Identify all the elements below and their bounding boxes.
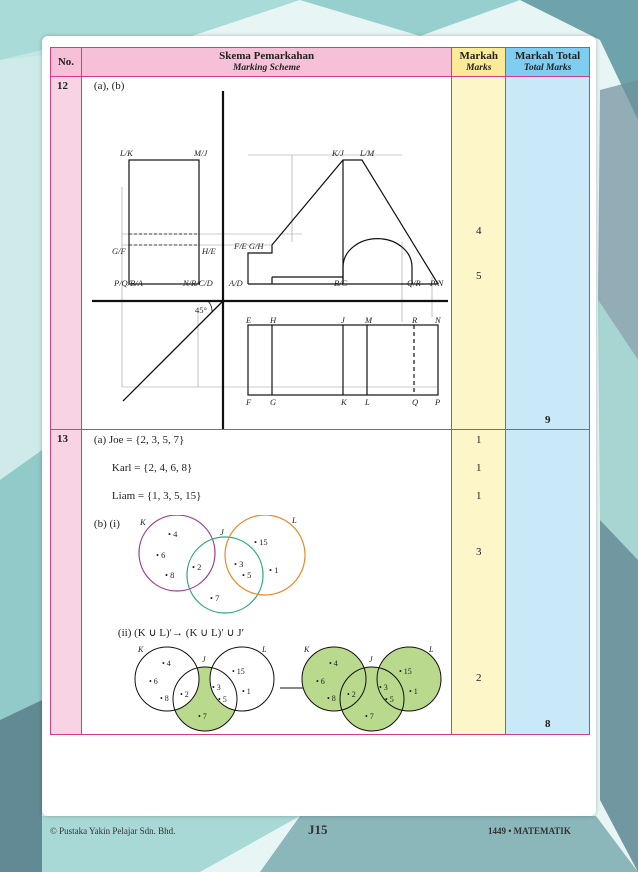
label-fe-gh: F/E G/H <box>233 241 264 251</box>
marking-scheme-table <box>50 47 590 735</box>
venn-i-5: • 5 <box>241 570 252 580</box>
venn-i-1: • 1 <box>268 565 279 575</box>
venn-i-k: K <box>139 517 146 527</box>
venn-ii-right-l: L <box>428 645 434 654</box>
venn-i-8: • 8 <box>164 570 175 580</box>
venn-ii-left-1: • 1 <box>241 687 251 696</box>
header-total: Markah Total Total Marks <box>506 48 590 77</box>
label-h: H <box>269 315 277 325</box>
venn-ii-left-j: J <box>201 655 206 664</box>
venn-ii-left-15: • 15 <box>231 667 245 676</box>
footer-subject: 1449 • MATEMATIK <box>488 826 571 836</box>
q12-number: 12 <box>57 80 68 92</box>
venn-ii-right-k: K <box>303 645 310 654</box>
venn-ii-right-3: • 3 <box>378 683 388 692</box>
label-f: F <box>245 397 252 407</box>
label-he: H/E <box>201 246 216 256</box>
q12-total: 9 <box>544 414 551 426</box>
header-mark: Markah Marks <box>452 48 506 77</box>
q13-liam: Liam = {1, 3, 5, 15} <box>111 490 202 502</box>
q13-b-i-label: (b) (i) <box>93 518 120 530</box>
venn-ii-left-l: L <box>261 645 267 654</box>
label-p: P <box>434 397 441 407</box>
venn-ii-left-2: • 2 <box>179 690 189 699</box>
q13-mark-joe: 1 <box>476 434 482 446</box>
venn-ii-right-j: J <box>368 655 373 664</box>
label-kj: K/J <box>331 148 344 158</box>
q12-total-cell <box>506 77 590 430</box>
venn-ii-right-5: • 5 <box>384 695 394 704</box>
venn-ii-right-8: • 8 <box>326 694 336 703</box>
question-13-row <box>51 430 590 735</box>
q13-mark-liam: 1 <box>476 490 482 502</box>
q13-venn-i <box>82 515 453 620</box>
header-no: No. <box>51 48 82 77</box>
label-pqba: P/Q/B/A <box>113 278 143 288</box>
venn-ii-left-7: • 7 <box>197 712 207 721</box>
q12-projection-diagram <box>82 77 453 429</box>
q12-marks-cell <box>452 77 506 430</box>
venn-ii-right-2: • 2 <box>346 690 356 699</box>
venn-ii-left-k: K <box>137 645 144 654</box>
label-gf: G/F <box>111 246 126 256</box>
venn-i-6: • 6 <box>155 550 166 560</box>
question-12-row <box>51 77 590 430</box>
q13-mark-b-i: 3 <box>476 546 482 558</box>
label-mj: M/J <box>193 148 208 158</box>
header-scheme: Skema Pemarkahan Marking Scheme <box>81 48 451 77</box>
venn-ii-left-4: • 4 <box>161 659 171 668</box>
venn-i-l: L <box>291 515 297 525</box>
label-k: K <box>340 397 347 407</box>
q13-number: 13 <box>57 433 68 445</box>
q13-venn-ii <box>82 644 453 734</box>
label-g: G <box>269 397 277 407</box>
q13-marks-cell <box>452 430 506 735</box>
venn-i-3: • 3 <box>233 559 244 569</box>
q13-joe: (a) Joe = {2, 3, 5, 7} <box>93 434 185 446</box>
label-ad: A/D <box>228 278 243 288</box>
label-r: R <box>411 315 418 325</box>
label-n: N <box>434 315 441 325</box>
venn-i-7: • 7 <box>209 593 220 603</box>
q13-total-cell <box>506 430 590 735</box>
venn-ii-right-7: • 7 <box>364 712 374 721</box>
venn-ii-left-5: • 5 <box>217 695 227 704</box>
q12-mark-a: 4 <box>476 225 482 237</box>
venn-ii-right-4: • 4 <box>328 659 338 668</box>
footer-page-number: J15 <box>308 822 328 837</box>
label-qr: Q/R <box>406 278 421 288</box>
footer-publisher: © Pustaka Yakin Pelajar Sdn. Bhd. <box>50 826 176 836</box>
label-j: J <box>340 315 345 325</box>
label-nrcd: N/R/C/D <box>182 278 213 288</box>
venn-ii-right-1: • 1 <box>408 687 418 696</box>
venn-ii-right-6: • 6 <box>315 677 325 686</box>
table-header-row <box>51 48 590 77</box>
label-lm: L/M <box>359 148 375 158</box>
label-m: M <box>364 315 373 325</box>
venn-ii-left-6: • 6 <box>148 677 158 686</box>
q13-karl: Karl = {2, 4, 6, 8} <box>111 462 193 474</box>
label-e: E <box>245 315 252 325</box>
q13-total: 8 <box>544 718 551 730</box>
label-l: L <box>364 397 370 407</box>
q13-number-cell <box>51 430 82 735</box>
venn-i-2: • 2 <box>191 562 202 572</box>
label-lk: L/K <box>119 148 133 158</box>
q13-mark-karl: 1 <box>476 462 482 474</box>
venn-ii-right-15: • 15 <box>398 667 412 676</box>
q13-scheme-cell <box>81 430 451 735</box>
venn-i-j: J <box>219 527 224 537</box>
q12-part-label: (a), (b) <box>93 80 125 92</box>
q12-mark-b: 5 <box>476 270 482 282</box>
label-bc: B/C <box>333 278 348 288</box>
venn-i-4: • 4 <box>167 529 178 539</box>
label-q: Q <box>411 397 419 407</box>
label-angle: 45° <box>194 305 207 315</box>
q12-scheme-cell <box>81 77 451 430</box>
label-pn: P/N <box>429 278 444 288</box>
q13-b-ii-label: (ii) (K ∪ L)′→ (K ∪ L)′ ∪ J′ <box>117 627 244 639</box>
q13-mark-b-ii: 2 <box>476 672 482 684</box>
venn-ii-left-3: • 3 <box>211 683 221 692</box>
q12-number-cell <box>51 77 82 430</box>
venn-i-15: • 15 <box>253 537 268 547</box>
venn-ii-left-8: • 8 <box>159 694 169 703</box>
